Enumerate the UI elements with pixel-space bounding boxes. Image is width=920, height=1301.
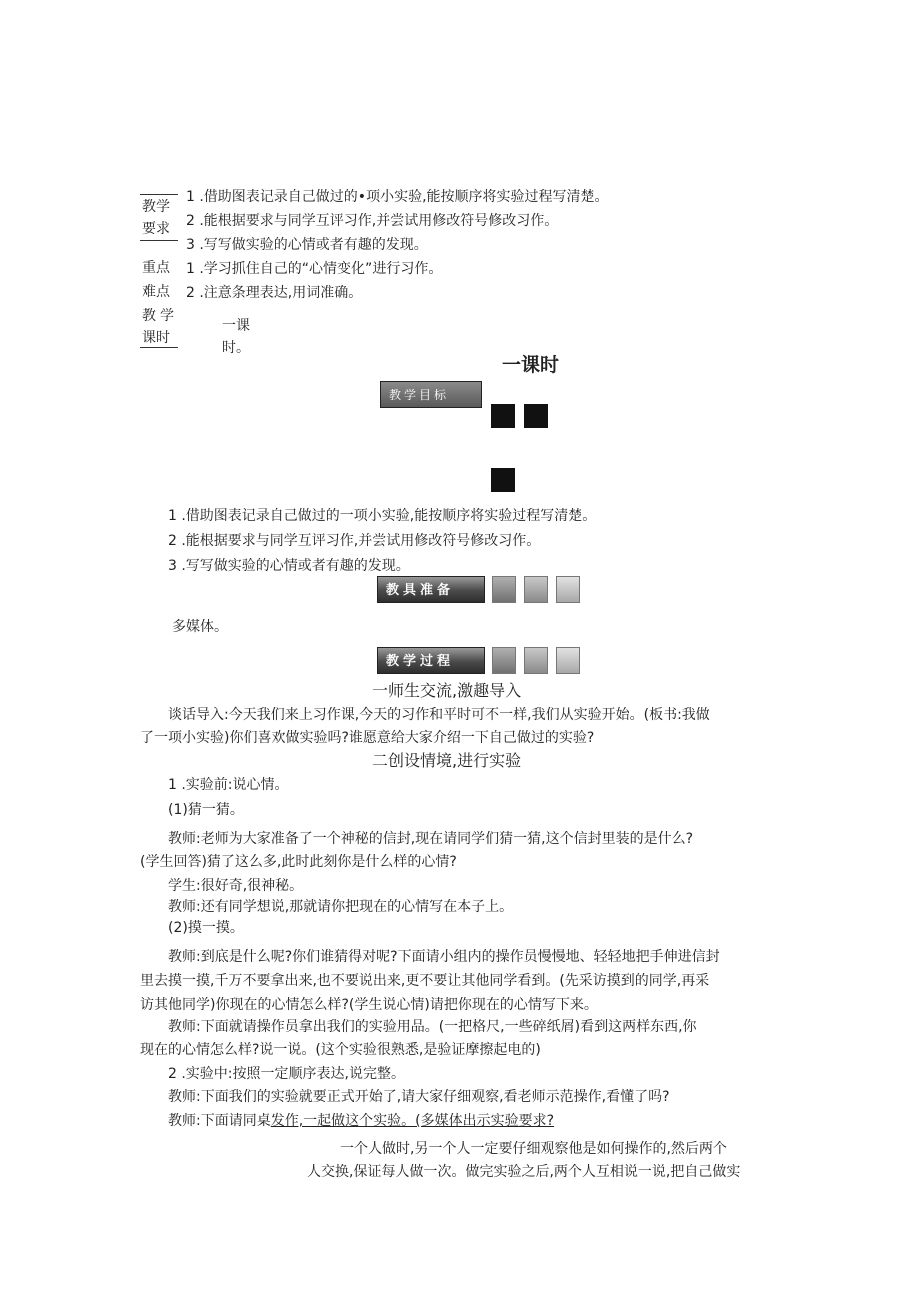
decor-square-tools-1 <box>492 576 516 603</box>
requirement-line-1: 一个人做时,另一个人一定要仔细观察他是如何操作的,然后两个 <box>340 1141 727 1157</box>
teacher-line-1a: 教师:老师为大家准备了一个神秘的信封,现在请同学们猜一猜,这个信封里装的是什么? <box>168 831 694 847</box>
teacher-line-6-underlined: 发作,一起做这个实验。(多媒体出示实验要求? <box>270 1113 555 1129</box>
divider-top <box>140 194 178 195</box>
requirements-label-bottom: 要求 <box>142 221 170 237</box>
hours-value-line1: 一课 <box>222 318 250 334</box>
teacher-line-3a: 教师:到底是什么呢?你们谁猜得对呢?下面请小组内的操作员慢慢地、轻轻地把手伸进信封 <box>168 949 720 965</box>
decor-square-tools-2 <box>524 576 548 603</box>
teacher-line-3c: 访其他同学)你现在的心情怎么样?(学生说心情)请把你现在的心情写下来。 <box>140 997 598 1013</box>
requirements-label-top: 教学 <box>142 199 170 215</box>
decor-block-3 <box>491 468 515 492</box>
process-heading-1: 一师生交流,激趣导入 <box>372 681 522 700</box>
tools-content: 多媒体。 <box>172 619 228 635</box>
requirement-item-3: 3 .写写做实验的心情或者有趣的发现。 <box>186 237 428 253</box>
hours-label-top: 教学 <box>142 308 178 324</box>
teacher-line-1b: (学生回答)猜了这么多,此时此刻你是什么样的心情? <box>140 854 457 870</box>
banner-teaching-tools: 教具准备 <box>377 576 485 603</box>
decor-square-tools-3 <box>556 576 580 603</box>
requirement-item-1: 1 .借助图表记录自己做过的•项小实验,能按顺序将实验过程写清楚。 <box>186 189 609 205</box>
student-line-1: 学生:很好奇,很神秘。 <box>168 878 304 894</box>
teacher-line-4a: 教师:下面就请操作员拿出我们的实验用品。(一把格尺,一些碎纸屑)看到这两样东西,你 <box>168 1019 697 1035</box>
teacher-line-6-prefix: 教师:下面请同桌 <box>168 1113 271 1129</box>
teacher-line-4b: 现在的心情怎么样?说一说。(这个实验很熟悉,是验证摩擦起电的) <box>140 1042 541 1058</box>
step-1: 1 .实验前:说心情。 <box>168 777 289 793</box>
sub-step-guess: (1)猜一猜。 <box>168 802 244 818</box>
focus-label <box>142 257 170 303</box>
hours-label-bottom: 课时 <box>142 330 170 346</box>
requirement-item-2: 2 .能根据要求与同学互评习作,并尝试用修改符号修改习作。 <box>186 213 559 229</box>
goal-item-3: 3 .写写做实验的心情或者有趣的发现。 <box>168 558 410 574</box>
focus-label-bottom: 难点 <box>142 284 170 300</box>
focus-label-top: 重点 <box>142 260 170 276</box>
decor-square-process-1 <box>492 647 516 674</box>
focus-item-1: 1 .学习抓住自己的“心情变化”进行习作。 <box>186 261 443 277</box>
lesson-title: 一课时 <box>502 354 560 376</box>
focus-item-2: 2 .注意条理表达,用词准确。 <box>186 285 363 301</box>
goal-item-2: 2 .能根据要求与同学互评习作,并尝试用修改符号修改习作。 <box>168 533 541 549</box>
hours-value-line2: 时。 <box>222 340 250 356</box>
teacher-line-2: 教师:还有同学想说,那就请你把现在的心情写在本子上。 <box>168 899 514 915</box>
banner-teaching-process: 教学过程 <box>377 647 485 674</box>
teacher-line-5: 教师:下面我们的实验就要正式开始了,请大家仔细观察,看老师示范操作,看懂了吗? <box>168 1089 670 1105</box>
requirement-line-2: 人交换,保证每人做一次。做完实验之后,两个人互相说一说,把自己做实 <box>307 1164 741 1180</box>
divider-requirements <box>140 240 178 241</box>
process-heading-2: 二创设情境,进行实验 <box>372 751 522 770</box>
banner-teaching-goal: 教学目标 <box>380 381 482 408</box>
intro-line-2: 了一项小实验)你们喜欢做实验吗?谁愿意给大家介绍一下自己做过的实验? <box>140 730 595 746</box>
hours-label <box>142 305 178 349</box>
divider-bottom <box>140 347 178 348</box>
step-2: 2 .实验中:按照一定顺序表达,说完整。 <box>168 1066 405 1082</box>
hours-value <box>222 316 250 358</box>
teacher-line-3b: 里去摸一摸,千万不要拿出来,也不要说出来,更不要让其他同学看到。(先采访摸到的同学,再采 <box>140 973 710 989</box>
decor-block-1 <box>491 404 515 428</box>
goal-item-1: 1 .借助图表记录自己做过的一项小实验,能按顺序将实验过程写清楚。 <box>168 508 597 524</box>
decor-block-2 <box>524 404 548 428</box>
sub-step-touch: (2)摸一摸。 <box>168 920 244 936</box>
teacher-line-6 <box>168 1111 554 1131</box>
intro-line-1: 谈话导入:今天我们来上习作课,今天的习作和平时可不一样,我们从实验开始。(板书:我做 <box>168 707 710 723</box>
decor-square-process-3 <box>556 647 580 674</box>
requirements-label <box>142 196 170 240</box>
decor-square-process-2 <box>524 647 548 674</box>
